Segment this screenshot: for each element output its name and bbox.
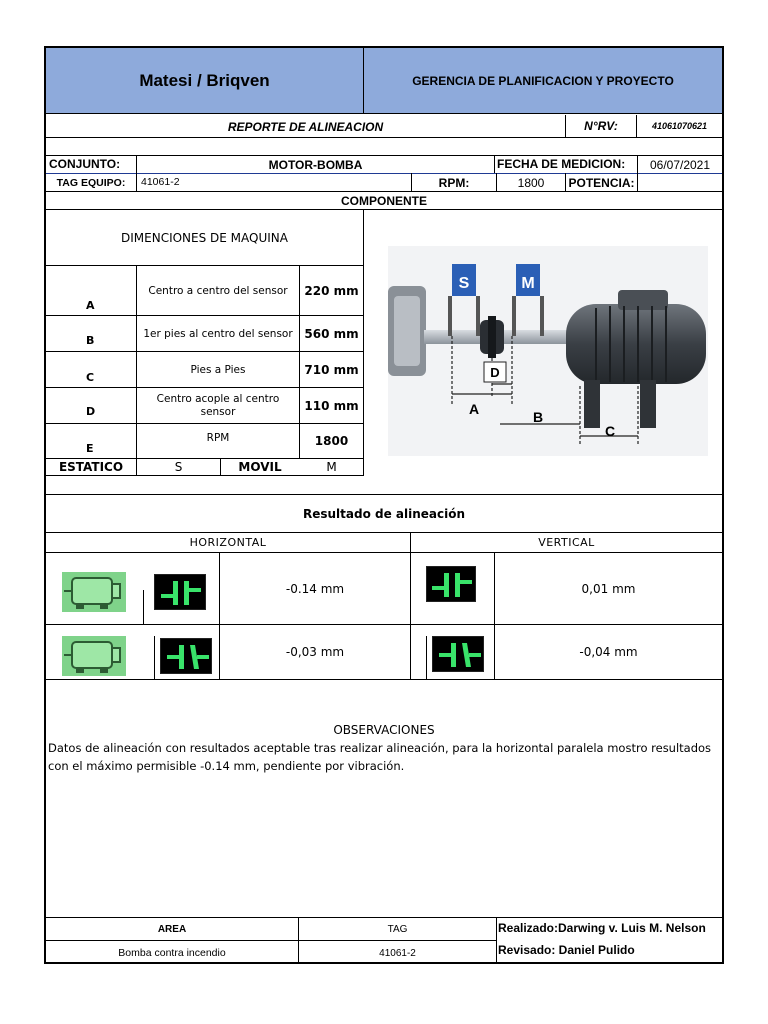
tag-equipo-label: TAG EQUIPO: xyxy=(56,176,126,189)
diagram-label-b: B xyxy=(532,409,544,425)
estatico-label: ESTATICO xyxy=(58,460,124,474)
conjunto-value: MOTOR-BOMBA xyxy=(268,157,363,172)
estatico-value: S xyxy=(174,460,183,474)
diagram-label-c: C xyxy=(604,423,616,439)
v-angular-value: -0,04 mm xyxy=(579,645,638,659)
h-angular-value: -0,03 mm xyxy=(285,645,345,659)
report-title: REPORTE DE ALINEACION xyxy=(227,120,384,134)
nrv-label: N°RV: xyxy=(584,119,618,133)
footer-tag-label: TAG xyxy=(387,923,408,935)
footer-realizado: Realizado:Darwing v. Luis M. Nelson xyxy=(498,921,706,935)
angular-vertical-icon xyxy=(432,636,484,672)
movil-label: MOVIL xyxy=(238,460,282,474)
footer-area-label: AREA xyxy=(157,923,187,935)
dim-letter-a: A xyxy=(86,299,95,312)
dim-letter-e: E xyxy=(86,442,94,455)
angular-horizontal-icon xyxy=(160,638,212,674)
sensor-s-label: S xyxy=(458,275,470,292)
dim-letter-d: D xyxy=(86,405,96,418)
offset-vertical-icon xyxy=(426,566,476,602)
alignment-diagram xyxy=(388,246,708,456)
fecha-value: 06/07/2021 xyxy=(649,157,711,172)
footer-area-value: Bomba contra incendio xyxy=(118,947,226,959)
dim-letter-c: C xyxy=(86,371,95,384)
dim-desc-e: RPM xyxy=(206,432,230,444)
tag-equipo-value: 41061-2 xyxy=(141,176,180,188)
dim-desc-c: Pies a Pies xyxy=(190,363,246,376)
potencia-label: POTENCIA: xyxy=(568,175,635,190)
footer-tag-value: 41061-2 xyxy=(379,947,416,959)
movil-value: M xyxy=(326,460,337,474)
dim-value-b: 560 mm xyxy=(304,326,359,341)
rpm-value: 1800 xyxy=(517,175,545,190)
offset-horizontal-icon xyxy=(154,574,206,610)
department-name: GERENCIA DE PLANIFICACION Y PROYECTO xyxy=(412,74,674,88)
h-offset-value: -0.14 mm xyxy=(285,581,345,596)
vertical-label: VERTICAL xyxy=(538,536,595,549)
diagram-label-d: D xyxy=(490,365,500,380)
dimensions-title: DIMENCIONES DE MAQUINA xyxy=(121,230,288,245)
horizontal-label: HORIZONTAL xyxy=(189,536,267,549)
fecha-label: FECHA DE MEDICION: xyxy=(497,157,626,171)
componente-label: COMPONENTE xyxy=(340,193,427,208)
potencia-value xyxy=(638,174,722,191)
motor-angular-icon xyxy=(62,636,126,676)
rpm-label: RPM: xyxy=(438,175,470,190)
dim-desc-a: Centro a centro del sensor xyxy=(148,284,288,297)
observations-title: OBSERVACIONES xyxy=(333,723,435,737)
dim-desc-b: 1er pies al centro del sensor xyxy=(143,327,293,340)
company-name: Matesi / Briqven xyxy=(139,71,270,90)
dimensions-table xyxy=(46,210,364,476)
motor-horizontal-icon xyxy=(62,572,126,612)
v-offset-value: 0,01 mm xyxy=(581,581,636,596)
sensor-m-label: M xyxy=(521,275,535,292)
conjunto-label: CONJUNTO: xyxy=(49,157,121,171)
dim-desc-d: Centro acople al centro sensor xyxy=(156,392,280,418)
dim-value-d: 110 mm xyxy=(304,398,359,413)
diagram-label-a: A xyxy=(468,401,480,417)
dim-letter-b: B xyxy=(86,334,95,347)
footer-revisado: Revisado: Daniel Pulido xyxy=(498,943,635,957)
results-title: Resultado de alineación xyxy=(302,506,466,521)
dim-value-c: 710 mm xyxy=(304,362,359,377)
observations-text: Datos de alineación con resultados aceptable tras realizar alineación, para la horizontal paralela mostro resultados con el máximo permisible -0.14 mm, pendiente por vibración. xyxy=(48,741,712,773)
dim-value-e: 1800 xyxy=(314,434,349,448)
motor-icon xyxy=(566,304,706,384)
nrv-value: 41061070621 xyxy=(651,121,708,131)
dim-value-a: 220 mm xyxy=(304,283,359,298)
